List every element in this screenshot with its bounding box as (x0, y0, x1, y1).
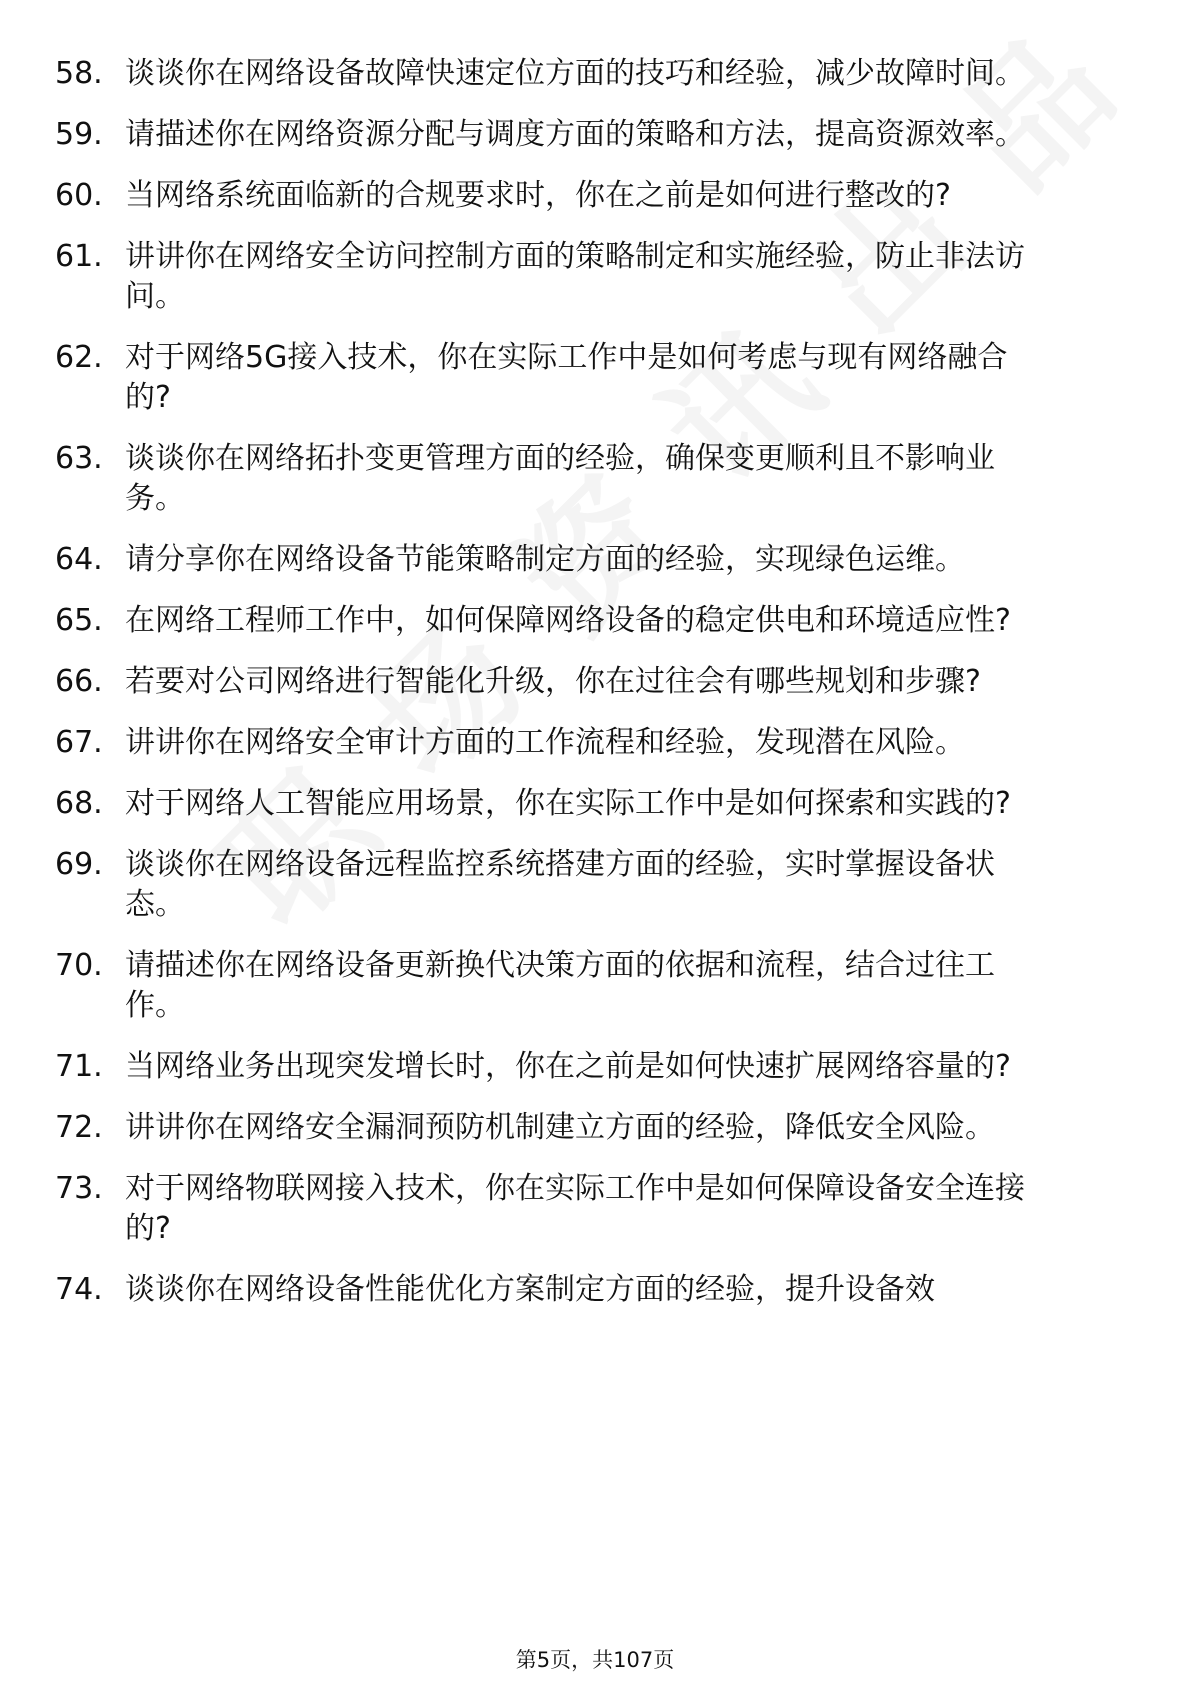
question-item (55, 1169, 1135, 1249)
question-item (55, 845, 1135, 925)
question-item (55, 1047, 1135, 1087)
question-text: 对于网络人工智能应用场景，你在实际工作中是如何探索和实践的? (125, 786, 1011, 821)
question-item (55, 54, 1135, 94)
question-text: 若要对公司网络进行智能化升级，你在过往会有哪些规划和步骤? (125, 664, 981, 699)
question-item (55, 338, 1135, 418)
question-number: 64. (55, 542, 103, 577)
question-text: 讲讲你在网络安全漏洞预防机制建立方面的经验，降低安全风险。 (125, 1110, 995, 1145)
question-text: 谈谈你在网络设备性能优化方案制定方面的经验，提升设备效 (125, 1272, 935, 1307)
question-number: 61. (55, 239, 103, 274)
question-item (55, 723, 1135, 763)
question-text: 谈谈你在网络设备远程监控系统搭建方面的经验，实时掌握设备状态。 (125, 847, 995, 922)
question-number: 59. (55, 117, 103, 152)
question-item (55, 176, 1135, 216)
question-number: 69. (55, 847, 103, 882)
question-text: 谈谈你在网络设备故障快速定位方面的技巧和经验，减少故障时间。 (125, 56, 1025, 91)
question-number: 65. (55, 603, 103, 638)
question-item (55, 662, 1135, 702)
question-item (55, 115, 1135, 155)
question-item (55, 946, 1135, 1026)
question-text: 当网络系统面临新的合规要求时，你在之前是如何进行整改的? (125, 178, 951, 213)
page-footer: 第5页，共107页 (515, 1648, 675, 1672)
question-number: 68. (55, 786, 103, 821)
question-text: 当网络业务出现突发增长时，你在之前是如何快速扩展网络容量的? (125, 1049, 1011, 1084)
question-number: 63. (55, 441, 103, 476)
question-number: 71. (55, 1049, 103, 1084)
question-number: 58. (55, 56, 103, 91)
question-text: 请描述你在网络设备更新换代决策方面的依据和流程，结合过往工作。 (125, 948, 995, 1023)
question-text: 请分享你在网络设备节能策略制定方面的经验，实现绿色运维。 (125, 542, 965, 577)
question-item (55, 1270, 1135, 1310)
question-number: 73. (55, 1171, 103, 1206)
question-item (55, 439, 1135, 519)
question-text: 讲讲你在网络安全审计方面的工作流程和经验，发现潜在风险。 (125, 725, 965, 760)
question-text: 对于网络物联网接入技术，你在实际工作中是如何保障设备安全连接的? (125, 1171, 1025, 1246)
question-item (55, 601, 1135, 641)
question-number: 70. (55, 948, 103, 983)
question-number: 62. (55, 340, 103, 375)
question-text: 谈谈你在网络拓扑变更管理方面的经验，确保变更顺利且不影响业务。 (125, 441, 995, 516)
question-text: 在网络工程师工作中，如何保障网络设备的稳定供电和环境适应性? (125, 603, 1011, 638)
question-text: 讲讲你在网络安全访问控制方面的策略制定和实施经验，防止非法访问。 (125, 239, 1025, 314)
question-text: 对于网络5G接入技术，你在实际工作中是如何考虑与现有网络融合的? (125, 340, 1008, 415)
question-number: 66. (55, 664, 103, 699)
question-number: 67. (55, 725, 103, 760)
question-number: 60. (55, 178, 103, 213)
question-number: 74. (55, 1272, 103, 1307)
question-item (55, 1108, 1135, 1148)
question-list (55, 54, 1135, 1331)
question-number: 72. (55, 1110, 103, 1145)
question-item (55, 784, 1135, 824)
question-item (55, 540, 1135, 580)
question-text: 请描述你在网络资源分配与调度方面的策略和方法，提高资源效率。 (125, 117, 1025, 152)
question-item (55, 237, 1135, 317)
